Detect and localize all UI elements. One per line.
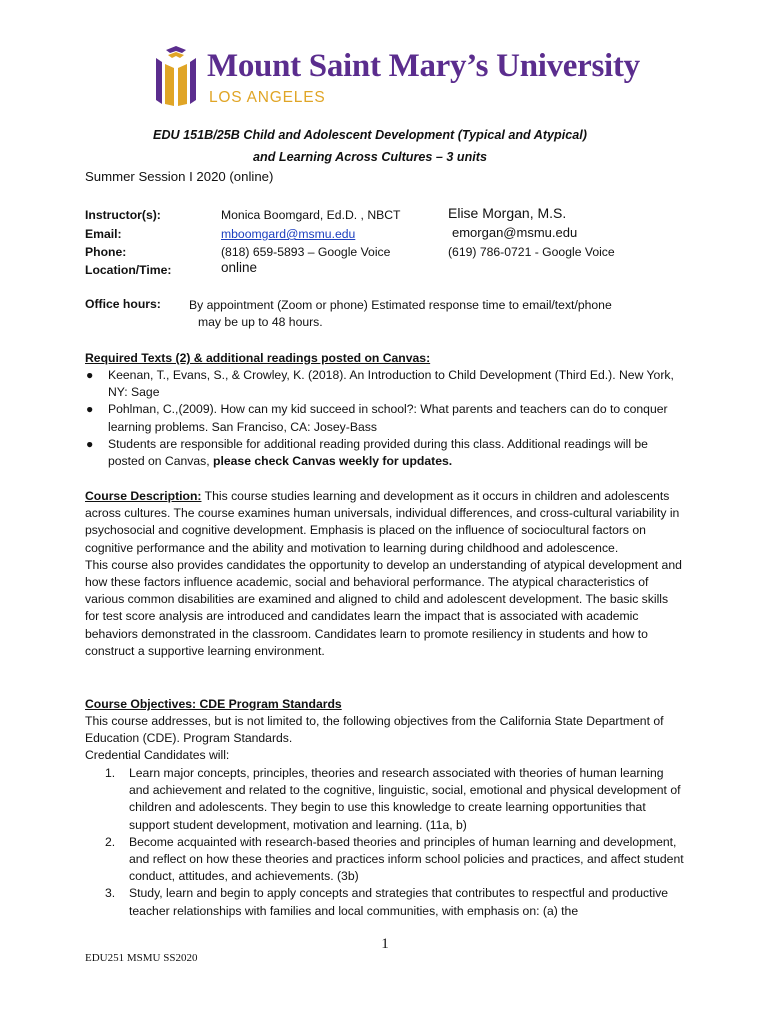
instructor2-name: Elise Morgan, M.S. <box>448 205 567 221</box>
location-label: Location/Time: <box>85 263 172 277</box>
list-item: ● Students are responsible for additional reading provided during this class. Additional readings will be posted on Canvas, please check Canvas weekly for updates. <box>86 436 648 469</box>
page-number: 1 <box>381 936 389 952</box>
instructor-label: Instructor(s): <box>85 208 161 222</box>
required-texts-list <box>85 367 685 470</box>
course-description-text-2: This course also provides candidates the opportunity to develop an understanding of atypical development and how these factors influence academic, social and behavioral performance. The atypical characteristics of various common disabilities are examined and aligned to child and adolescent development. The basic skills for test score analysis are introduced and candidates learn the impact that is associated with academic behaviors demonstrated in the classroom. Candidates learn to promote resiliency in students and how to construct a supportive learning environment. <box>85 557 682 658</box>
phone-label: Phone: <box>85 245 127 259</box>
course-description-text: This course studies learning and development as it occurs in children and adolescents across cultures. The course examines human universals, individual differences, and cross-cultural variability in psychosocial and cognitive development. Emphasis is placed on the influence of sociocultural factors on cognitive performance and the ability and motivation to learning during childhood and adolescence. <box>85 489 680 555</box>
office-hours-line1: By appointment (Zoom or phone) Estimated response time to email/text/phone <box>189 298 612 312</box>
course-description-heading: Course Description: <box>85 489 202 503</box>
university-crest-icon <box>152 44 200 108</box>
instructor1-phone: (818) 659-5893 – Google Voice <box>221 245 391 259</box>
university-logo <box>152 44 640 110</box>
objectives-lead: Credential Candidates will: <box>85 748 230 762</box>
email-label: Email: <box>85 227 122 241</box>
list-item: ● Pohlman, C.,(2009). How can my kid succeed in school?: What parents and teachers can do to conquer learning problems. San Franciso, CA: Josey-Bass <box>86 402 668 434</box>
list-item: ● Keenan, T., Evans, S., & Crowley, K. (2018). An Introduction to Child Development (Third Ed.). New York, NY: Sage <box>86 368 674 400</box>
instructor2-phone: (619) 786-0721 - Google Voice <box>448 245 615 259</box>
bullet-icon: ● <box>86 368 94 382</box>
list-item: 3. Study, learn and begin to apply concepts and strategies that contributes to respectful and productive teacher relationships with families and local communities, with emphasis on: (a) the <box>105 886 669 918</box>
objectives-intro: This course addresses, but is not limited to, the following objectives from the California State Department of Education (CDE). Program Standards. <box>85 714 664 746</box>
logo-wordmark: Mount Saint Mary’s University <box>207 48 640 84</box>
required-texts-heading: Required Texts (2) & additional readings posted on Canvas: <box>85 351 431 365</box>
bullet-icon: ● <box>86 402 94 417</box>
objectives-list <box>105 765 685 920</box>
instructor2-email: emorgan@msmu.edu <box>452 225 578 240</box>
objectives-heading: Course Objectives: CDE Program Standards <box>85 697 342 711</box>
logo-subtitle: LOS ANGELES <box>209 89 326 106</box>
course-title-line2: and Learning Across Cultures – 3 units <box>253 150 487 164</box>
list-item: 2. Become acquainted with research-based theories and principles of human learning and development, and reflect on how these theories and practices inform school policies and practices, and affect student conduct, attitudes, and achievements. (3b) <box>105 834 684 884</box>
list-item: 1. Learn major concepts, principles, theories and research associated with theories of human learning and achievement and related to the cognitive, linguistic, social, emotional and physical development of children and adolescents. They begin to use this knowledge to create learning opportunities that support student development, motivation and learning. (11a, b) <box>105 766 681 832</box>
instructor1-email-link[interactable]: mboomgard@msmu.edu <box>221 227 356 241</box>
office-hours-label: Office hours: <box>85 297 161 311</box>
footer-doc-id: EDU251 MSMU SS2020 <box>85 952 198 964</box>
office-hours-line2: may be up to 48 hours. <box>198 315 323 329</box>
course-title-line1: EDU 151B/25B Child and Adolescent Development (Typical and Atypical) <box>153 128 587 142</box>
session-text: Summer Session I 2020 (online) <box>85 169 274 184</box>
instructor1-name: Monica Boomgard, Ed.D. , NBCT <box>221 208 401 222</box>
location-value: online <box>221 260 258 275</box>
course-description <box>85 488 685 660</box>
bullet-icon: ● <box>86 436 94 451</box>
